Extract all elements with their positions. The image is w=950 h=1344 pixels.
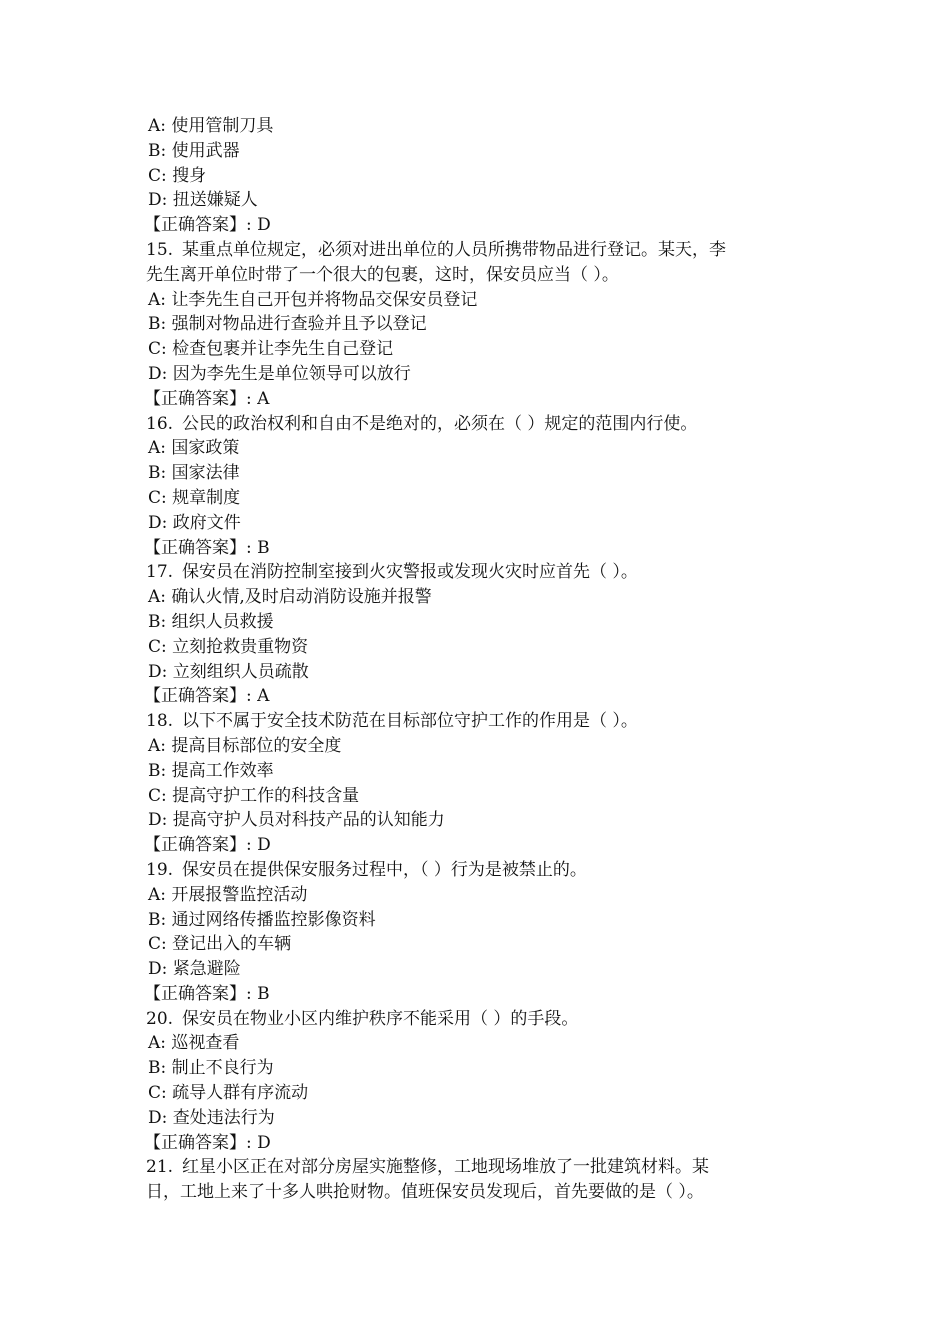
- option-d: D: 政府文件: [148, 512, 241, 533]
- option-a: A: 国家政策: [148, 438, 240, 459]
- answer-line: 【正确答案】: D: [144, 1132, 271, 1153]
- option-b: B: 国家法律: [148, 463, 240, 484]
- question-number: 15.: [146, 239, 174, 260]
- option-d: D: 提高守护人员对科技产品的认知能力: [148, 810, 445, 831]
- question-21: [146, 1155, 826, 1205]
- option-d: D: 立刻组织人员疏散: [148, 661, 309, 682]
- answer-line: 【正确答案】: D: [144, 835, 271, 856]
- option-c: C: 搜身: [148, 165, 207, 186]
- answer-line: 【正确答案】: B: [144, 537, 270, 558]
- option-c: C: 提高守护工作的科技含量: [148, 785, 360, 806]
- option-b: B: 制止不良行为: [148, 1058, 274, 1079]
- option-a: A: 提高目标部位的安全度: [148, 735, 342, 756]
- question-17: [146, 560, 826, 709]
- question-16: [146, 412, 826, 561]
- option-c: C: 登记出入的车辆: [148, 934, 292, 955]
- question-number: 16.: [146, 413, 174, 434]
- option-d: D: 紧急避险: [148, 959, 241, 980]
- question-text: 以下不属于安全技术防范在目标部位守护工作的作用是（ ）。: [182, 711, 638, 732]
- option-d: D: 扭送嫌疑人: [148, 190, 258, 211]
- option-b: B: 通过网络传播监控影像资料: [148, 909, 376, 930]
- option-c: C: 检查包裹并让李先生自己登记: [148, 339, 394, 360]
- option-b: B: 强制对物品进行查验并且予以登记: [148, 314, 427, 335]
- question-text: 保安员在物业小区内维护秩序不能采用（ ）的手段。: [182, 1008, 579, 1029]
- question-text: 保安员在提供保安服务过程中，（ ）行为是被禁止的。: [182, 859, 587, 880]
- question-19: [146, 858, 826, 1007]
- prev-question-block: [146, 114, 826, 238]
- question-number: 20.: [146, 1008, 174, 1029]
- question-number: 17.: [146, 562, 174, 583]
- question-text: 保安员在消防控制室接到火灾警报或发现火灾时应首先（ ）。: [182, 562, 638, 583]
- option-a: A: 让李先生自己开包并将物品交保安员登记: [148, 289, 478, 310]
- question-number: 19.: [146, 859, 174, 880]
- option-c: C: 立刻抢救贵重物资: [148, 636, 309, 657]
- option-b: B: 使用武器: [148, 140, 240, 161]
- question-18: [146, 709, 826, 858]
- answer-line: 【正确答案】: D: [144, 215, 271, 236]
- option-a: A: 开展报警监控活动: [148, 884, 308, 905]
- answer-line: 【正确答案】: A: [144, 388, 270, 409]
- option-b: B: 组织人员救援: [148, 611, 274, 632]
- question-list: [146, 114, 826, 1205]
- option-b: B: 提高工作效率: [148, 760, 274, 781]
- option-a: A: 使用管制刀具: [148, 116, 274, 136]
- question-15: [146, 238, 826, 412]
- answer-line: 【正确答案】: A: [144, 686, 270, 707]
- answer-line: 【正确答案】: B: [144, 983, 270, 1004]
- option-d: D: 因为李先生是单位领导可以放行: [148, 363, 411, 384]
- question-number: 18.: [146, 711, 174, 732]
- question-text: 红星小区正在对部分房屋实施整修，工地现场堆放了一批建筑材料。某: [182, 1157, 709, 1178]
- question-text-continued: 先生离开单位时带了一个很大的包裹，这时，保安员应当（ ）。: [146, 264, 619, 285]
- option-a: A: 确认火情,及时启动消防设施并报警: [148, 587, 432, 608]
- option-c: C: 规章制度: [148, 487, 241, 508]
- question-text: 某重点单位规定，必须对进出单位的人员所携带物品进行登记。某天，李: [182, 239, 726, 260]
- option-c: C: 疏导人群有序流动: [148, 1083, 309, 1104]
- question-number: 21.: [146, 1157, 174, 1178]
- question-text-continued: 日，工地上来了十多人哄抢财物。值班保安员发现后，首先要做的是（ ）。: [146, 1182, 704, 1203]
- option-d: D: 查处违法行为: [148, 1107, 275, 1128]
- question-20: [146, 1007, 826, 1156]
- question-text: 公民的政治权利和自由不是绝对的，必须在（ ）规定的范围内行使。: [182, 413, 698, 434]
- option-a: A: 巡视查看: [148, 1033, 240, 1054]
